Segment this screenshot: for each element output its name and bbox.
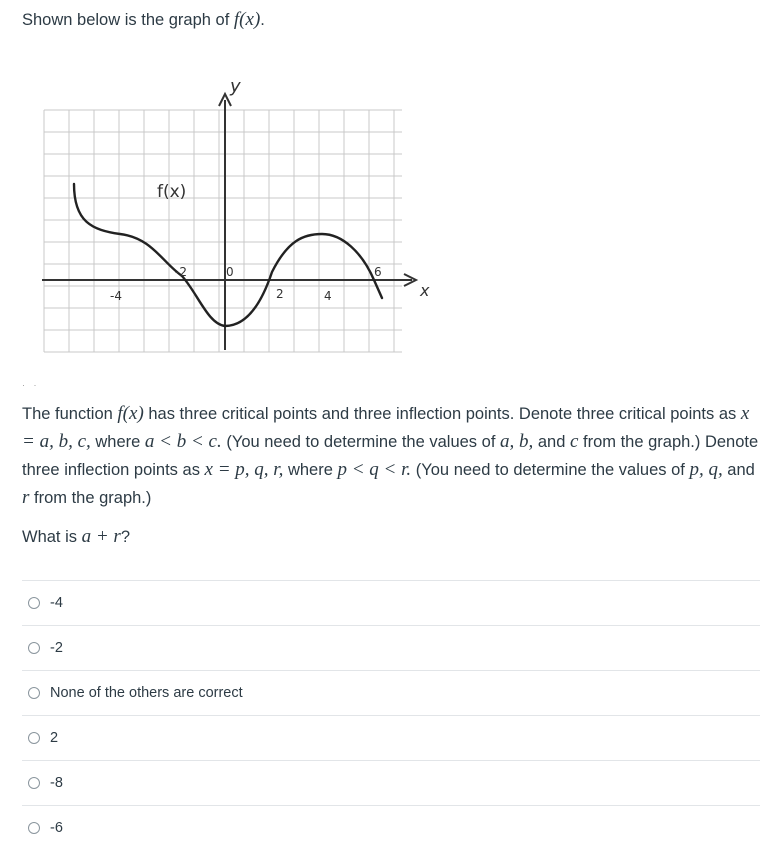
question-text: (You need to determine the values of [415, 461, 685, 479]
radio-button[interactable] [28, 732, 40, 744]
answer-label: -6 [50, 820, 63, 836]
answer-label: 2 [50, 730, 59, 746]
answer-label: -8 [50, 775, 63, 791]
tick-label-2: 2 [276, 287, 284, 301]
answer-option-3[interactable] [22, 670, 760, 715]
question-text: has three critical points and three inflection points. Denote three critical points as [148, 405, 737, 423]
question-text: from the graph.) [34, 489, 152, 507]
question-math: x = a, b, c, [22, 403, 750, 452]
x-axis-label: x [420, 281, 430, 300]
radio-button[interactable] [28, 597, 40, 609]
question-text: (You need to determine the values of [226, 433, 496, 451]
radio-button[interactable] [28, 822, 40, 834]
question-text: and [537, 433, 566, 451]
answer-option-4[interactable] [22, 715, 760, 760]
question-math: p, q, [689, 459, 723, 480]
question-paragraph [22, 400, 762, 512]
answer-options [22, 580, 760, 850]
tick-label-0: 0 [226, 265, 234, 279]
tick-label-6: 6 [374, 265, 382, 279]
function-curve [74, 184, 382, 326]
intro-function: f(x) [233, 9, 261, 30]
question-text: and [727, 461, 755, 479]
intro-text: Shown below is the graph of [22, 11, 230, 29]
question-math: x = p, q, r, [204, 459, 284, 480]
question-body [22, 400, 762, 512]
question-text: from the graph.) Denote three inflection points as [22, 433, 759, 479]
question-math: a < b < c. [144, 431, 222, 452]
answer-option-5[interactable] [22, 760, 760, 805]
tick-label-neg2: -2 [175, 265, 187, 279]
radio-button[interactable] [28, 687, 40, 699]
radio-button[interactable] [28, 777, 40, 789]
curve-label: f(x) [157, 182, 187, 202]
graph-grid [44, 110, 402, 352]
question-prompt [22, 526, 130, 548]
answer-option-1[interactable] [22, 580, 760, 625]
prompt-text: What is [22, 528, 78, 546]
question-text: where [95, 433, 141, 451]
question-math: f(x) [117, 403, 144, 424]
question-intro [22, 9, 265, 31]
answer-label: -4 [50, 595, 63, 611]
question-text: The function [22, 405, 113, 423]
prompt-math: a + r [81, 526, 121, 547]
function-graph [22, 62, 462, 362]
prompt-end: ? [120, 528, 131, 546]
answer-option-6[interactable] [22, 805, 760, 850]
tick-label-neg4: -4 [110, 289, 122, 303]
answer-label: None of the others are correct [50, 685, 243, 701]
y-axis-label: y [230, 76, 241, 97]
question-math: c [569, 431, 579, 452]
intro-period: . [260, 11, 265, 29]
question-math: r [22, 487, 30, 508]
question-math: p < q < r. [337, 459, 412, 480]
divider-dots: · · [22, 380, 40, 390]
question-math: a, b, [500, 431, 534, 452]
tick-label-4: 4 [324, 289, 332, 303]
answer-label: -2 [50, 640, 63, 656]
radio-button[interactable] [28, 642, 40, 654]
answer-option-2[interactable] [22, 625, 760, 670]
question-text: where [287, 461, 333, 479]
